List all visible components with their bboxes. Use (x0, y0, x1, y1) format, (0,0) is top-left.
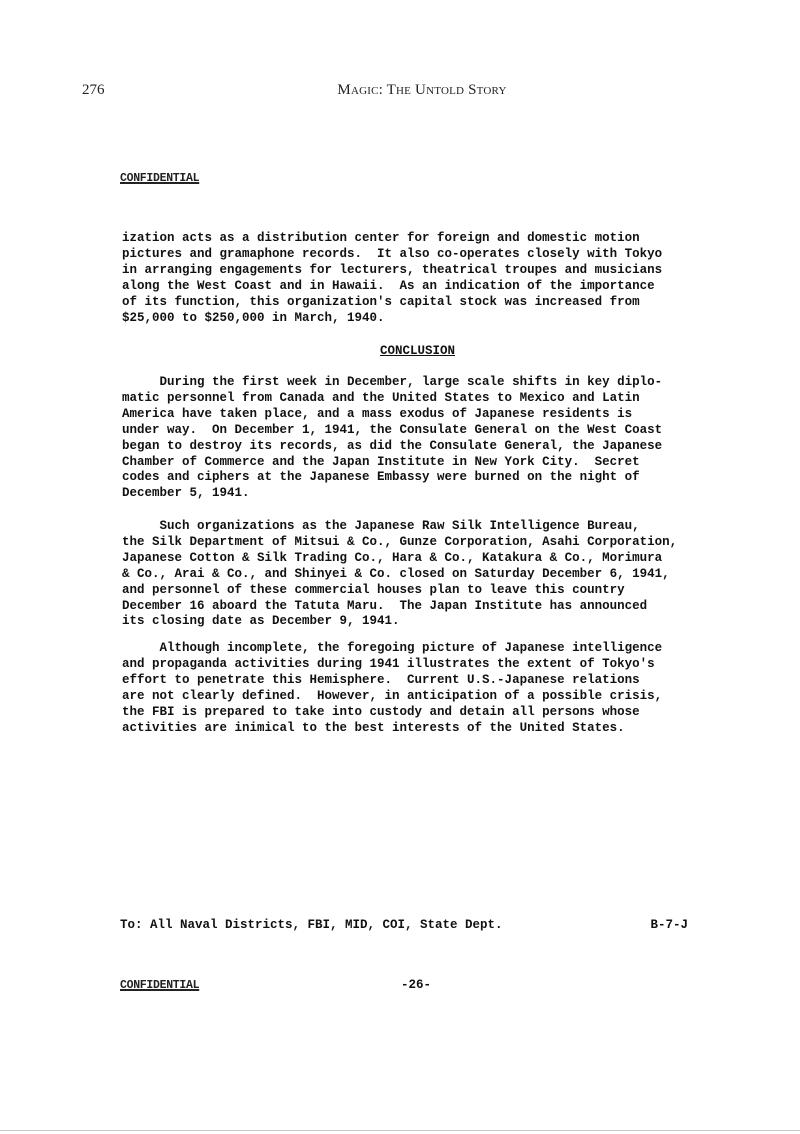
paragraph-fbi-prepared (122, 641, 732, 736)
text-line: and propaganda activities during 1941 illustrates the extent of Tokyo's (122, 656, 655, 671)
text-line: During the first week in December, large scale shifts in key diplo- (122, 375, 663, 389)
text-line: & Co., Arai & Co., and Shinyei & Co. closed on Saturday December 6, 1941, (122, 566, 670, 581)
text-line: the Silk Department of Mitsui & Co., Gunze Corporation, Asahi Corporation, (122, 534, 678, 549)
text-line: activities are inimical to the best interests of the United States. (122, 720, 625, 735)
text-line: are not clearly defined. However, in anticipation of a possible crisis, (122, 688, 663, 703)
text-line: pictures and gramaphone records. It also co-operates closely with Tokyo (122, 246, 663, 261)
text-line: Japanese Cotton & Silk Trading Co., Hara & Co., Katakura & Co., Morimura (122, 550, 663, 565)
text-line: codes and ciphers at the Japanese Embassy were burned on the night of (122, 470, 640, 485)
text-line: and personnel of these commercial houses plan to leave this country (122, 582, 625, 597)
text-line: December 16 aboard the Tatuta Maru. The Japan Institute has announced (122, 598, 648, 613)
text-line: Chamber of Commerce and the Japan Institute in New York City. Secret (122, 454, 640, 469)
text-line: December 5, 1941. (122, 486, 250, 501)
text-line: its closing date as December 9, 1941. (122, 614, 400, 629)
text-line: along the West Coast and in Hawaii. As an indication of the importance (122, 278, 655, 293)
text-line: ization acts as a distribution center for foreign and domestic motion (122, 231, 640, 245)
book-header (82, 82, 722, 104)
book-page-number: 276 (82, 82, 105, 98)
document-code: B-7-J (650, 918, 688, 932)
text-line: Although incomplete, the foregoing picture of Japanese intelligence (122, 641, 663, 655)
text-line: under way. On December 1, 1941, the Consulate General on the West Coast (122, 422, 663, 437)
running-title: Magic: The Untold Story (337, 82, 507, 98)
classification-stamp-top: CONFIDENTIAL (120, 172, 200, 185)
typed-page-number: -26- (401, 978, 432, 992)
text-line: began to destroy its records, as did the Consulate General, the Japanese (122, 438, 663, 453)
text-line: matic personnel from Canada and the United States to Mexico and Latin (122, 390, 640, 405)
text-line: of its function, this organization's capital stock was increased from (122, 294, 640, 309)
text-line: in arranging engagements for lecturers, theatrical troupes and musicians (122, 262, 663, 277)
text-line: Such organizations as the Japanese Raw Silk Intelligence Bureau, (122, 519, 640, 533)
page-bottom-rule (0, 1130, 800, 1131)
text-line: America have taken place, and a mass exodus of Japanese residents is (122, 406, 633, 421)
paragraph-december-shifts (122, 375, 732, 502)
paragraph-organizations-closed (122, 519, 732, 630)
distribution-list: To: All Naval Districts, FBI, MID, COI, State Dept. (120, 918, 503, 932)
text-line: $25,000 to $250,000 in March, 1940. (122, 310, 385, 325)
text-line: the FBI is prepared to take into custody and detain all persons whose (122, 704, 640, 719)
intro-paragraph (122, 231, 712, 326)
conclusion-heading: CONCLUSION (380, 344, 456, 358)
classification-stamp-bottom: CONFIDENTIAL (120, 979, 200, 992)
text-line: effort to penetrate this Hemisphere. Current U.S.-Japanese relations (122, 672, 640, 687)
